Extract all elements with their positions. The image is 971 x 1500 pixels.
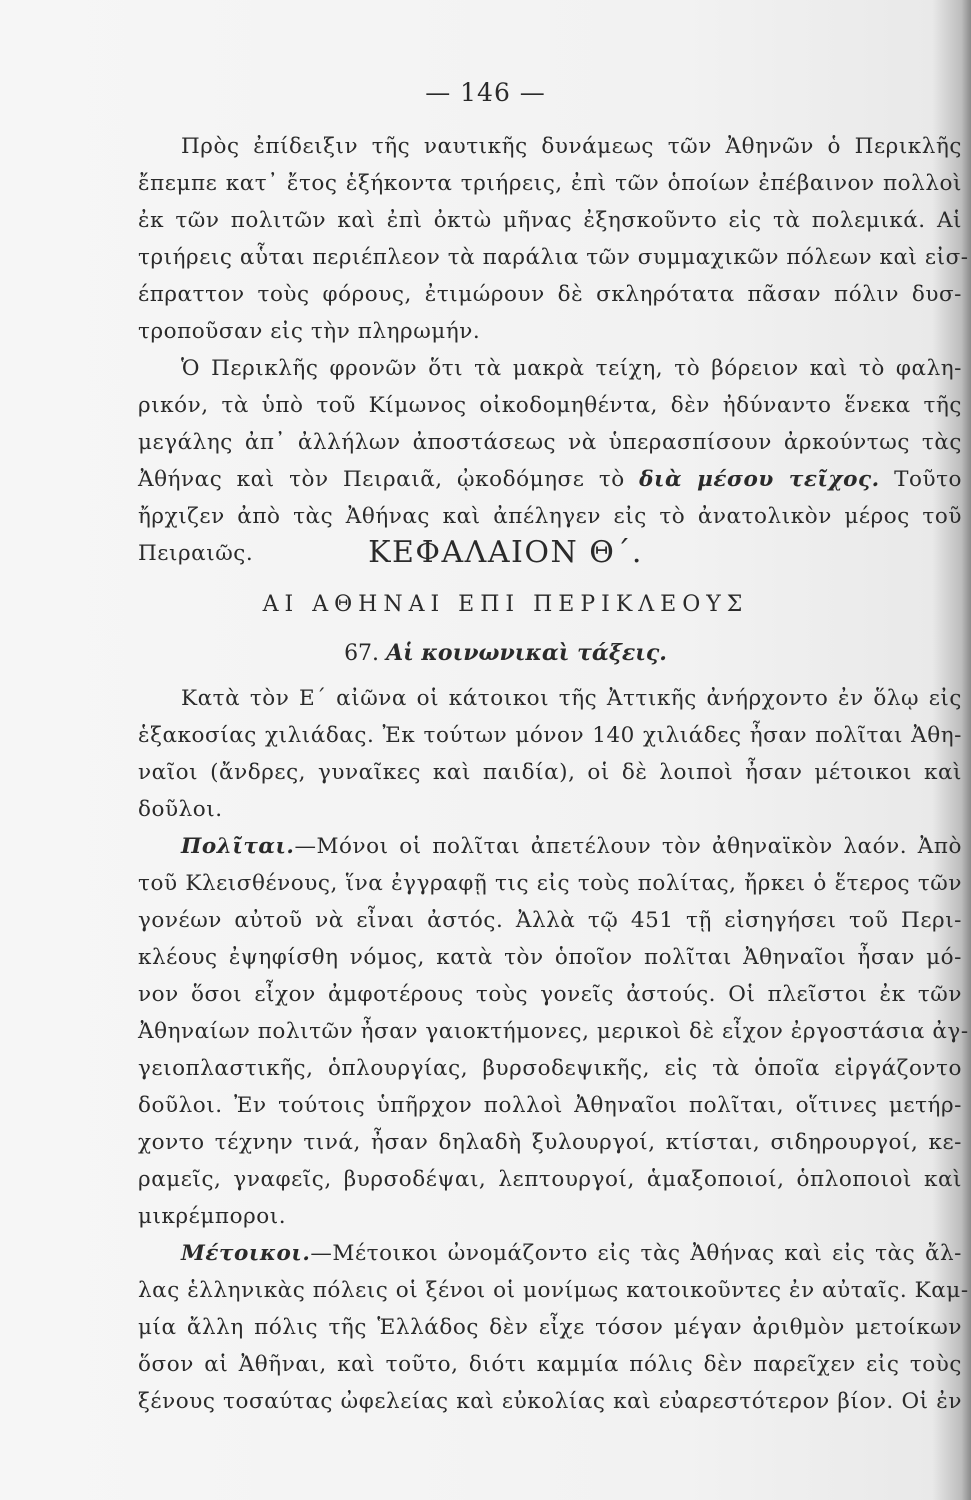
text-line: τριήρεις αὗται περιέπλεον τὰ παράλια τῶν συμμαχικῶν πόλεων καὶ εἰσ-: [138, 245, 969, 270]
emphasized-term: Μέτοικοι.: [181, 1241, 311, 1266]
section-name: Αἱ κοινωνικαὶ τάξεις.: [386, 640, 667, 666]
text-line: ἑξακοσίας χιλιάδας. Ἐκ τούτων μόνον 140 χιλιάδες ἦσαν πολῖται Ἀθη-: [138, 723, 962, 748]
text-line: ἤρχιζεν ἀπὸ τὰς Ἀθήνας καὶ ἀπέληγεν εἰς τὸ ἀνατολικὸν μέρος τοῦ: [138, 504, 962, 529]
text-line: τροποῦσαν εἰς τὴν πληρωμήν.: [138, 319, 481, 344]
text-line: ραμεῖς, γναφεῖς, βυρσοδέψαι, λεπτουργοί, ἁμαξοποιοί, ὁπλοποιοὶ καὶ: [138, 1167, 962, 1192]
text-line: ρικόν, τὰ ὑπὸ τοῦ Κίμωνος οἰκοδομηθέντα, δὲν ἠδύναντο ἕνεκα τῆς: [138, 393, 962, 418]
text-run: —Μέτοικοι ὠνομάζοντο εἰς τὰς Ἀθήνας καὶ εἰς τὰς ἄλ-: [310, 1241, 962, 1266]
text-line: λας ἑλληνικὰς πόλεις οἱ ξένοι οἱ μονίμως κατοικοῦντες ἐν αὐταῖς. Καμ-: [138, 1278, 969, 1303]
text-line: μικρέμποροι.: [138, 1204, 287, 1229]
text-line: νον ὅσοι εἶχον ἀμφοτέρους τοὺς γονεῖς ἀστούς. Οἱ πλεῖστοι ἐκ τῶν: [138, 982, 962, 1007]
text-line: δοῦλοι.: [138, 797, 223, 822]
text-line: ναῖοι (ἄνδρες, γυναῖκες καὶ παιδία), οἱ δὲ λοιποὶ ἦσαν μέτοικοι καὶ: [138, 760, 962, 785]
text-block-top: [138, 128, 969, 572]
text-line: Ἀθηναίων πολιτῶν ἦσαν γαιοκτήμονες, μερικοὶ δὲ εἶχον ἐργοστάσια ἀγ-: [138, 1019, 969, 1044]
text-line: Πρὸς ἐπίδειξιν τῆς ναυτικῆς δυνάμεως τῶν Ἀθηνῶν ὁ Περικλῆς: [181, 134, 962, 159]
text-line: έπραττον τοὺς φόρους, ἐτιμώρουν δὲ σκληρότατα πᾶσαν πόλιν δυσ-: [138, 282, 962, 307]
page-number: — 146 —: [425, 78, 546, 107]
emphasized-term: διὰ μέσου τεῖχος.: [639, 467, 880, 492]
text-run: Τοῦτο: [879, 467, 963, 492]
text-line: [138, 461, 962, 498]
text-line: δοῦλοι. Ἐν τούτοις ὑπῆρχον πολλοὶ Ἀθηναῖοι πολῖται, οἵτινες μετήρ-: [138, 1093, 962, 1118]
text-line: Κατὰ τὸν Ε΄ αἰῶνα οἱ κάτοικοι τῆς Ἀττικῆς ἀνήρχοντο ἐν ὅλῳ εἰς: [181, 686, 962, 711]
paragraph: [138, 828, 969, 1235]
chapter-title: ΚΕΦΑΛΑΙΟΝ Θ΄.: [368, 535, 643, 570]
paragraph: [138, 680, 962, 828]
text-line: μεγάλης ἀπ᾽ ἀλλήλων ἀποστάσεως νὰ ὑπερασπίσουν ἀρκούντως τὰς: [138, 430, 962, 455]
text-line: γειοπλαστικῆς, ὁπλουργίας, βυρσοδεψικῆς, εἰς τὰ ὁποῖα εἰργάζοντο: [138, 1056, 962, 1081]
paragraph: [138, 128, 969, 350]
text-line: ἐκ τῶν πολιτῶν καὶ ἐπὶ ὀκτὼ μῆνας ἐξησκοῦντο εἰς τὰ πολεμικά. Αἱ: [138, 208, 962, 233]
text-block-bottom: [138, 680, 969, 1420]
text-line: κλέους ἐψηφίσθη νόμος, κατὰ τὸν ὁποῖον πολῖται Ἀθηναῖοι ἦσαν μό-: [138, 945, 962, 970]
text-line: ὅσον αἱ Ἀθῆναι, καὶ τοῦτο, διότι καμμία πόλις δὲν παρεῖχεν εἰς τοὺς: [138, 1352, 962, 1377]
text-run: —Μόνοι οἱ πολῖται ἀπετέλουν τὸν ἀθηναϊκὸν λαόν. Ἀπὸ: [294, 834, 962, 859]
section-number: 67.: [344, 641, 380, 666]
text-line: Ὁ Περικλῆς φρονῶν ὅτι τὰ μακρὰ τείχη, τὸ βόρειον καὶ τὸ φαλη-: [181, 356, 962, 381]
chapter-subtitle: ΑΙ ΑΘΗΝΑΙ ΕΠΙ ΠΕΡΙΚΛΕΟΥΣ: [262, 592, 749, 617]
text-line: [138, 1235, 962, 1272]
text-line: ξένους τοσαύτας ὠφελείας καὶ εὐκολίας καὶ εὐαρεστότερον βίον. Οἱ ἐν: [138, 1389, 962, 1414]
emphasized-term: Πολῖται.: [181, 834, 295, 859]
text-line: ἔπεμπε κατ᾽ ἔτος ἑξήκοντα τριήρεις, ἐπὶ τῶν ὁποίων ἐπέβαινον πολλοὶ: [138, 171, 962, 196]
text-run: Ἀθήνας καὶ τὸν Πειραιᾶ, ᾠκοδόμησε τὸ: [138, 467, 640, 492]
text-line: γονέων αὐτοῦ νὰ εἶναι ἀστός. Ἀλλὰ τῷ 451 τῇ εἰσηγήσει τοῦ Περι-: [138, 908, 962, 933]
text-line: μία ἄλλη πόλις τῆς Ἑλλάδος δὲν εἶχε τόσον μέγαν ἀριθμὸν μετοίκων: [138, 1315, 962, 1340]
paragraph: [138, 1235, 969, 1420]
section-heading: [0, 640, 971, 666]
text-line: Πειραιῶς.: [138, 541, 254, 566]
text-line: τοῦ Κλεισθένους, ἵνα ἐγγραφῇ τις εἰς τοὺς πολίτας, ἤρκει ὁ ἕτερος τῶν: [138, 871, 962, 896]
text-line: χοντο τέχνην τινά, ἦσαν δηλαδὴ ξυλουργοί, κτίσται, σιδηρουργοί, κε-: [138, 1130, 962, 1155]
text-line: [138, 828, 962, 865]
